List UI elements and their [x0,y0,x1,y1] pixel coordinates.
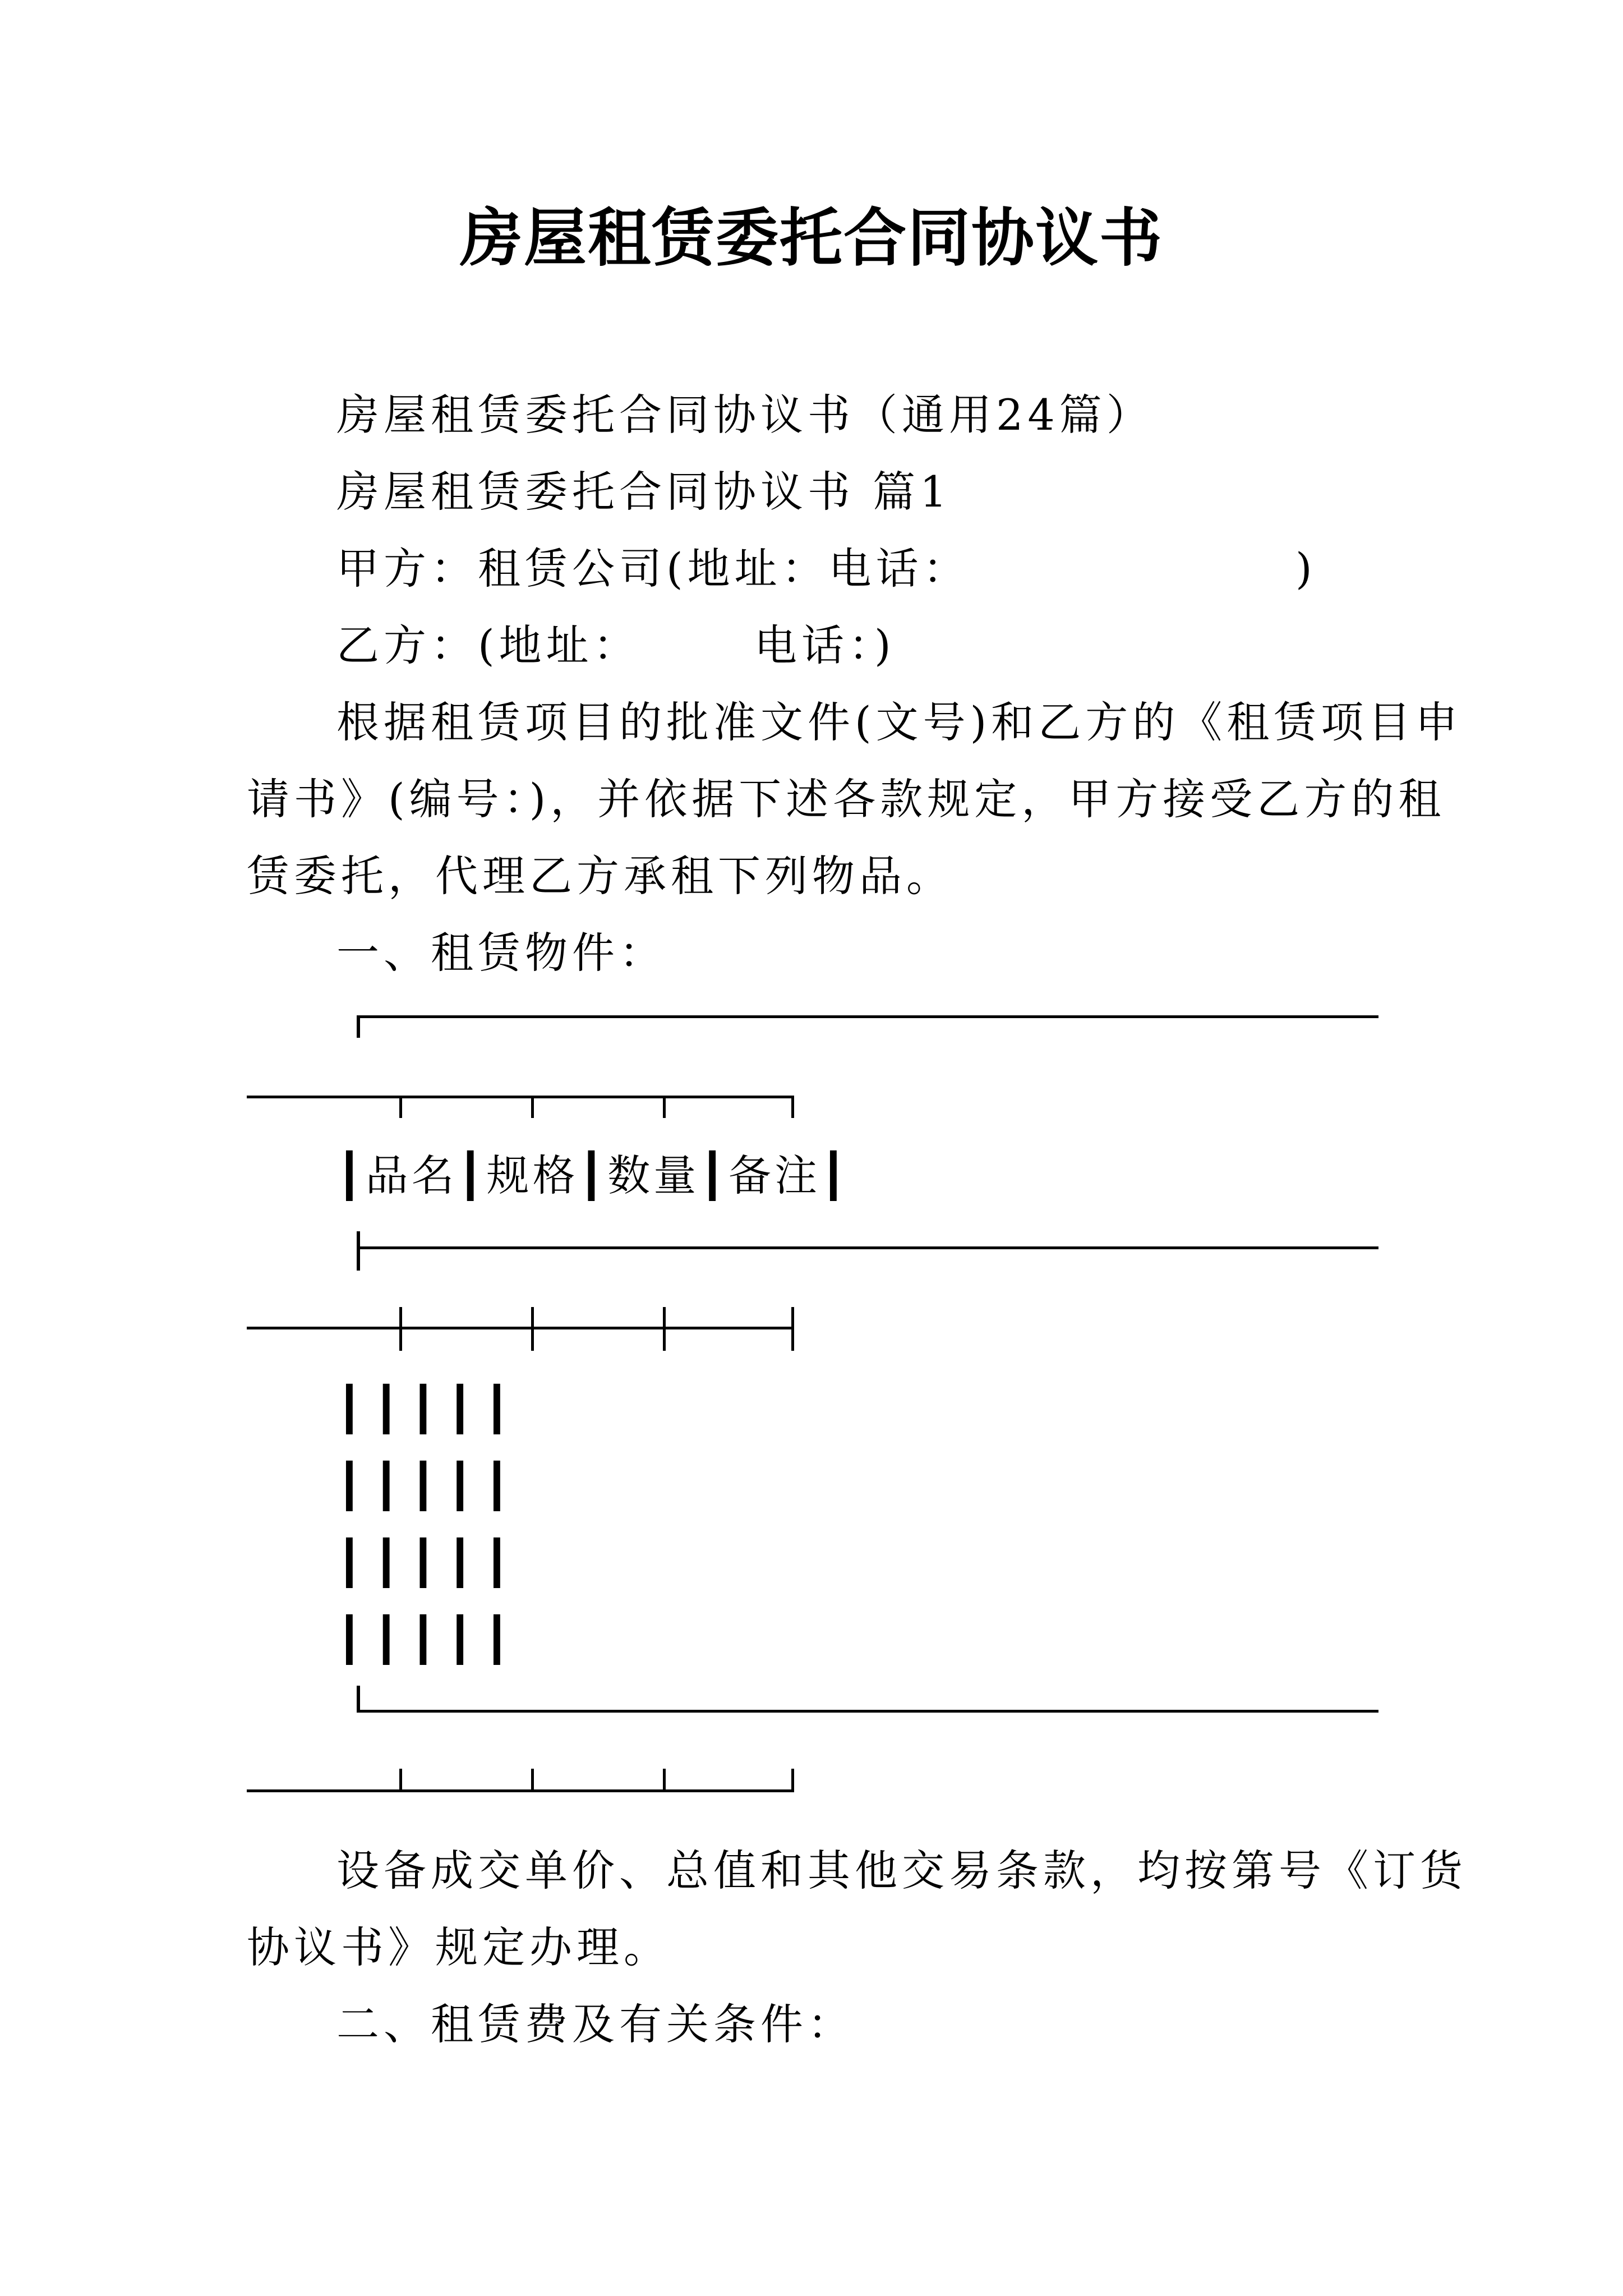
item1-heading: 一、租赁物件： [336,928,666,978]
intro-line-3: 赁委托，代理乙方承租下列物品。 [247,851,953,901]
party-b-phone: 电话：) [754,620,896,670]
party-a-line [336,535,970,602]
section-heading: 房屋租赁委托合同协议书 篇1 [336,467,952,517]
party-a-label: 甲方：租赁公司(地址：电话： [336,544,970,593]
party-b-label: 乙方：(地址： [336,620,640,670]
table-row: ┃┃┃┃┃ [336,1614,521,1664]
table-row: ┃┃┃┃┃ [336,1538,521,1588]
table-row: ┃┃┃┃┃ [336,1461,521,1511]
document-subtitle: 房屋租赁委托合同协议书（通用24篇） [336,390,1154,440]
intro-line-1: 根据租赁项目的批准文件(文号)和乙方的《租赁项目申 [336,697,1463,747]
document-title: 房屋租赁委托合同协议书 [460,201,1163,275]
item2-heading: 二、租赁费及有关条件： [336,1999,855,2049]
equipment-terms-line-1: 设备成交单价、总值和其他交易条款，均按第号《订货 [336,1846,1467,1895]
intro-line-2: 请书》(编号：)，并依据下述各款规定，甲方接受乙方的租 [247,774,1446,824]
party-a-close: ) [1295,544,1317,593]
equipment-terms-line-2: 协议书》规定办理。 [247,1922,671,1972]
table-header-row: ┃品名┃规格┃数量┃备注┃ [336,1151,850,1200]
table-row: ┃┃┃┃┃ [336,1384,521,1434]
